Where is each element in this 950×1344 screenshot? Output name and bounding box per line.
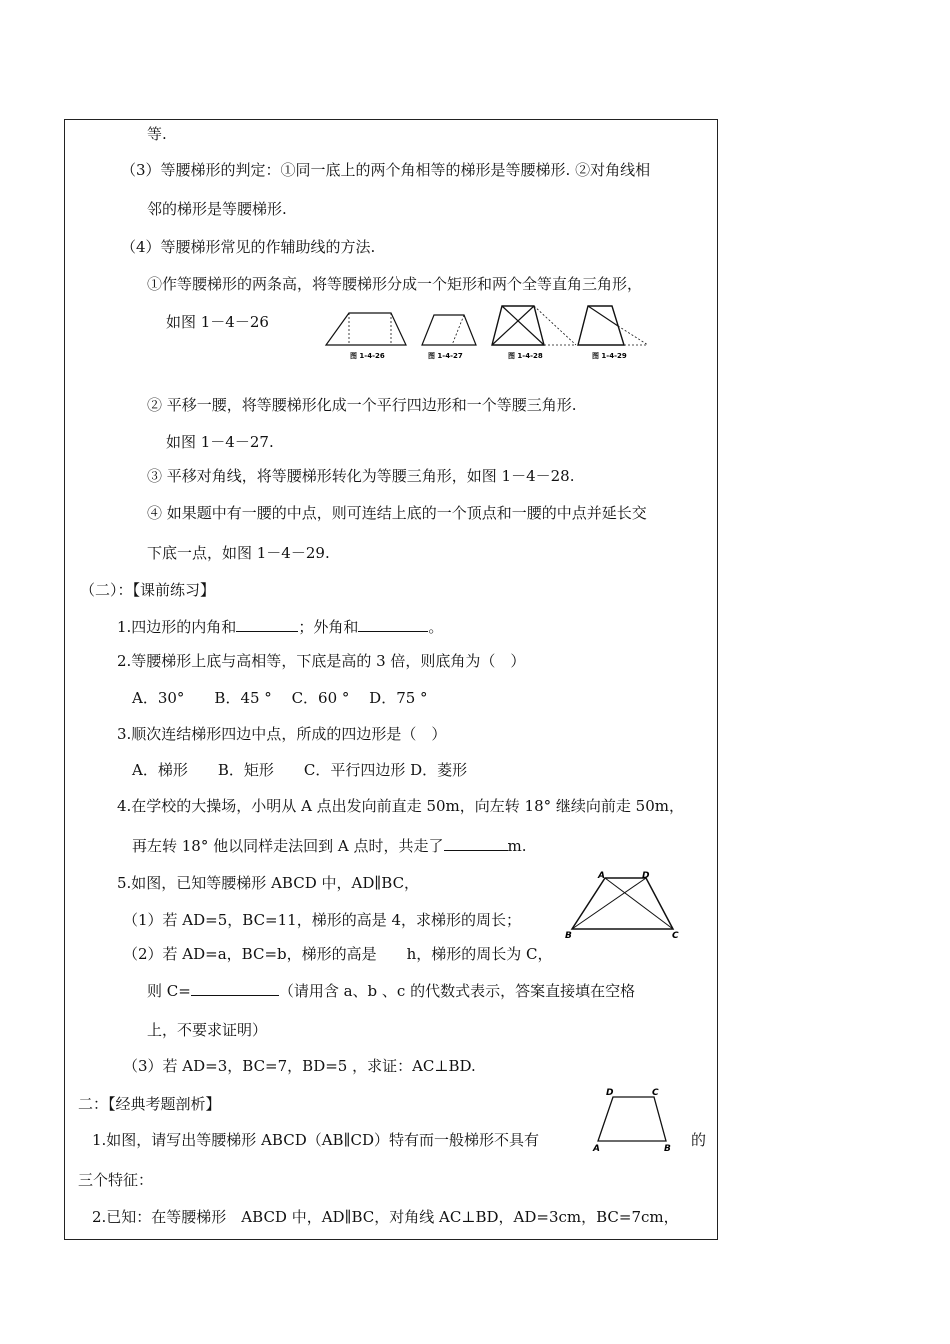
question-text: 则 C=: [147, 982, 191, 1000]
question-text: 1.四边形的内角和: [117, 618, 237, 636]
vertex-label: B: [664, 1144, 671, 1153]
text-line: ④ 如果题中有一腰的中点，则可连结上底的一个顶点和一腰的中点并延长交: [147, 504, 647, 522]
figure-1-4-26: [326, 313, 406, 360]
text-line: ② 平移一腰，将等腰梯形化成一个平行四边形和一个等腰三角形.: [147, 396, 577, 414]
text-line: （4）等腰梯形常见的作辅助线的方法.: [121, 238, 376, 256]
text-line: ③ 平移对角线，将等腰梯形转化为等腰三角形，如图 1－4－28.: [147, 467, 575, 485]
figure-1-4-29: [578, 306, 648, 360]
text-line: 上，不要求证明）: [147, 1021, 268, 1039]
text-line: 等.: [147, 125, 167, 143]
text-line: 如图 1－4－27.: [166, 433, 274, 451]
question-2: 2.等腰梯形上底与高相等，下底是高的 3 倍，则底角为（ ）: [117, 652, 526, 670]
figure-1-4-27: [422, 315, 476, 360]
figure-caption: 图 1-4-27: [428, 352, 463, 360]
question-text: 再左转 18° 他以同样走法回到 A 点时，共走了: [132, 837, 444, 855]
text-line: （3）等腰梯形的判定：①同一底上的两个角相等的梯形是等腰梯形. ②对角线相: [121, 161, 651, 179]
question-5: 5.如图，已知等腰梯形 ABCD 中，AD∥BC，: [117, 874, 420, 892]
question-text: （请用含 a、b 、c 的代数式表示，答案直接填在空格: [278, 982, 636, 1000]
vertex-label: B: [565, 931, 572, 940]
question-text: ；外角和: [298, 618, 359, 636]
question-5-2-cont: [147, 981, 635, 1001]
answer-blank[interactable]: [358, 617, 428, 632]
question-5-2: （2）若 AD=a，BC=b，梯形的高是 h，梯形的周长为 C，: [123, 945, 553, 963]
figure-1-4-28: [492, 306, 576, 360]
question-text: m.: [507, 837, 527, 855]
choices: A．梯形 B．矩形 C．平行四边形 D．菱形: [132, 761, 468, 779]
section-heading: 二：【经典考题剖析】: [78, 1095, 221, 1113]
vertex-label: D: [606, 1088, 614, 1098]
vertex-label: C: [652, 1088, 659, 1098]
section-heading: （二）：【课前练习】: [80, 581, 216, 599]
text-line: ①作等腰梯形的两条高，将等腰梯形分成一个矩形和两个全等直角三角形，: [147, 275, 643, 293]
text-line: 下底一点，如图 1－4－29.: [147, 544, 330, 562]
question-5-1: （1）若 AD=5，BC=11，梯形的高是 4，求梯形的周长；: [123, 911, 522, 929]
question-5-3: （3）若 AD=3，BC=7，BD=5 ，求证：AC⊥BD.: [123, 1057, 476, 1075]
text-line: 如图 1－4－26: [166, 313, 269, 331]
text-line: 邻的梯形是等腰梯形.: [147, 200, 287, 218]
figure-caption: 图 1-4-29: [592, 352, 627, 360]
vertex-label: A: [598, 871, 605, 881]
question-1: [117, 617, 443, 637]
text-line: 的: [691, 1131, 707, 1149]
vertex-label: C: [672, 931, 679, 940]
trapezoid-example-figure: [588, 1085, 684, 1153]
example-1: 1.如图，请写出等腰梯形 ABCD（AB∥CD）特有而一般梯形不具有: [92, 1131, 540, 1149]
question-4-cont: [132, 836, 527, 856]
figure-caption: 图 1-4-26: [350, 352, 385, 360]
answer-blank[interactable]: [191, 981, 279, 996]
question-4: 4.在学校的大操场，小明从 A 点出发向前直走 50m，向左转 18° 继续向前走 50m，: [117, 797, 684, 815]
trapezoid-figures: [320, 300, 660, 365]
answer-blank[interactable]: [236, 617, 298, 632]
choices: A．30° B．45 ° C．60 ° D．75 °: [132, 689, 428, 707]
vertex-label: D: [642, 871, 650, 881]
question-3: 3.顺次连结梯形四边中点，所成的四边形是（ ）: [117, 725, 447, 743]
trapezoid-abcd-figure: [562, 868, 692, 940]
question-text: 。: [428, 618, 444, 636]
figure-caption: 图 1-4-28: [508, 352, 543, 360]
answer-blank[interactable]: [444, 836, 508, 851]
vertex-label: A: [593, 1144, 600, 1153]
text-line: 三个特征：: [78, 1171, 154, 1189]
example-2: 2.已知：在等腰梯形 ABCD 中，AD∥BC，对角线 AC⊥BD，AD=3cm，BC=7cm，: [92, 1208, 679, 1226]
